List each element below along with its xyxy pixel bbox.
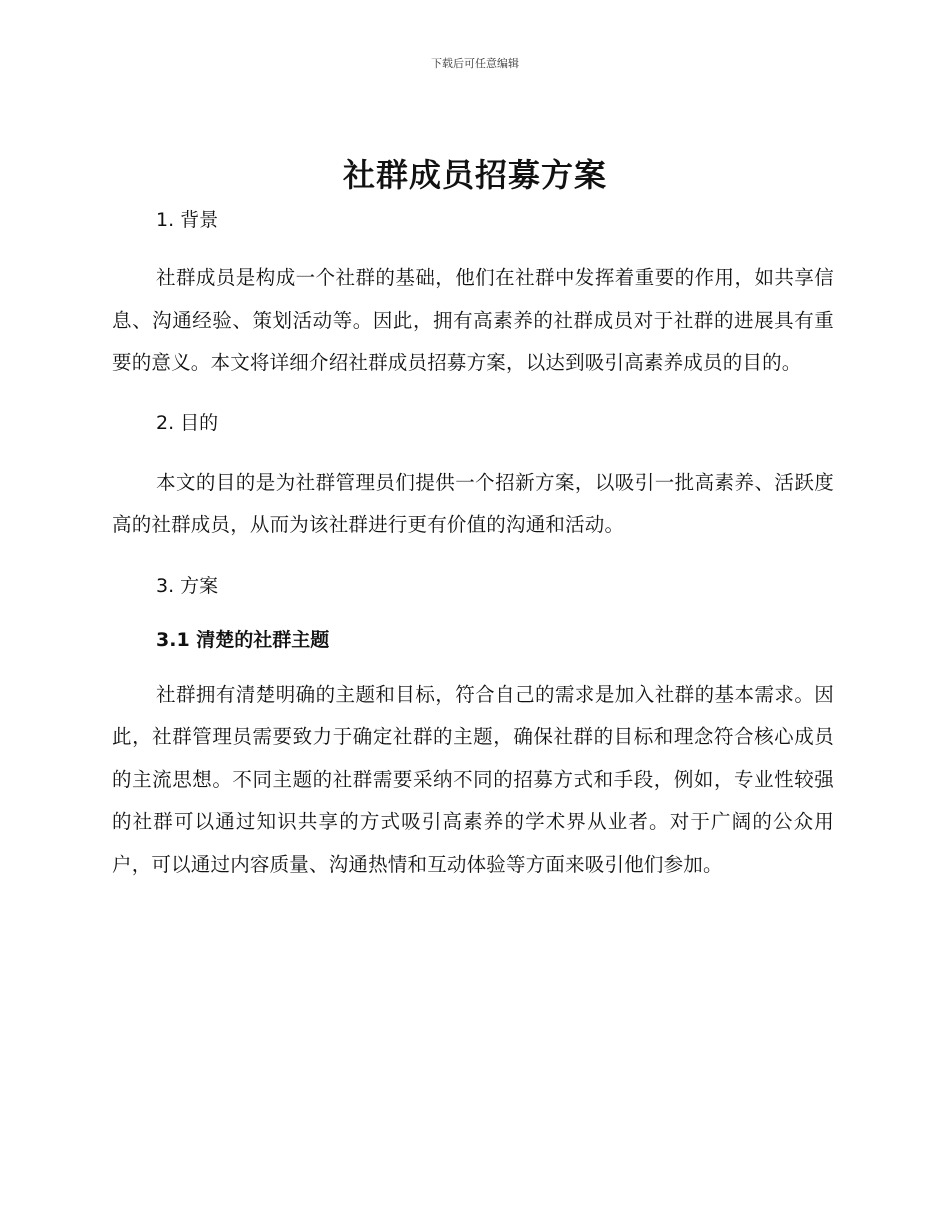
- section-heading-background: 1. 背景: [156, 209, 219, 231]
- paragraph-theme: 社群拥有清楚明确的主题和目标，符合自己的需求是加入社群的基本需求。因此，社群管理员需要致力于确定社群的主题，确保社群的目标和理念符合核心成员的主流思想。不同主题的社群需要采纳不同的招募方式和手段，例如，专业性较强的社群可以通过知识共享的方式吸引高素养的学术界从业者。对于广阔的公众用户，可以通过内容质量、沟通热情和互动体验等方面来吸引他们参加。: [112, 682, 834, 876]
- section-heading-plan: 3. 方案: [156, 574, 219, 597]
- document-body: [112, 205, 834, 886]
- paragraph-purpose: 本文的目的是为社群管理员们提供一个招新方案，以吸引一批高素养、活跃度高的社群成员，从而为该社群进行更有价值的沟通和活动。: [112, 470, 834, 536]
- paragraph-background: 社群成员是构成一个社群的基础，他们在社群中发挥着重要的作用，如共享信息、沟通经验、策划活动等。因此，拥有高素养的社群成员对于社群的进展具有重要的意义。本文将详细介绍社群成员招募方案，以达到吸引高素养成员的目的。: [112, 266, 834, 374]
- page-header-note: 下载后可任意编辑: [431, 57, 519, 70]
- subsection-heading-theme: 3.1 清楚的社群主题: [156, 628, 330, 651]
- section-heading-purpose: 2. 目的: [156, 411, 219, 434]
- document-title: 社群成员招募方案: [342, 156, 607, 194]
